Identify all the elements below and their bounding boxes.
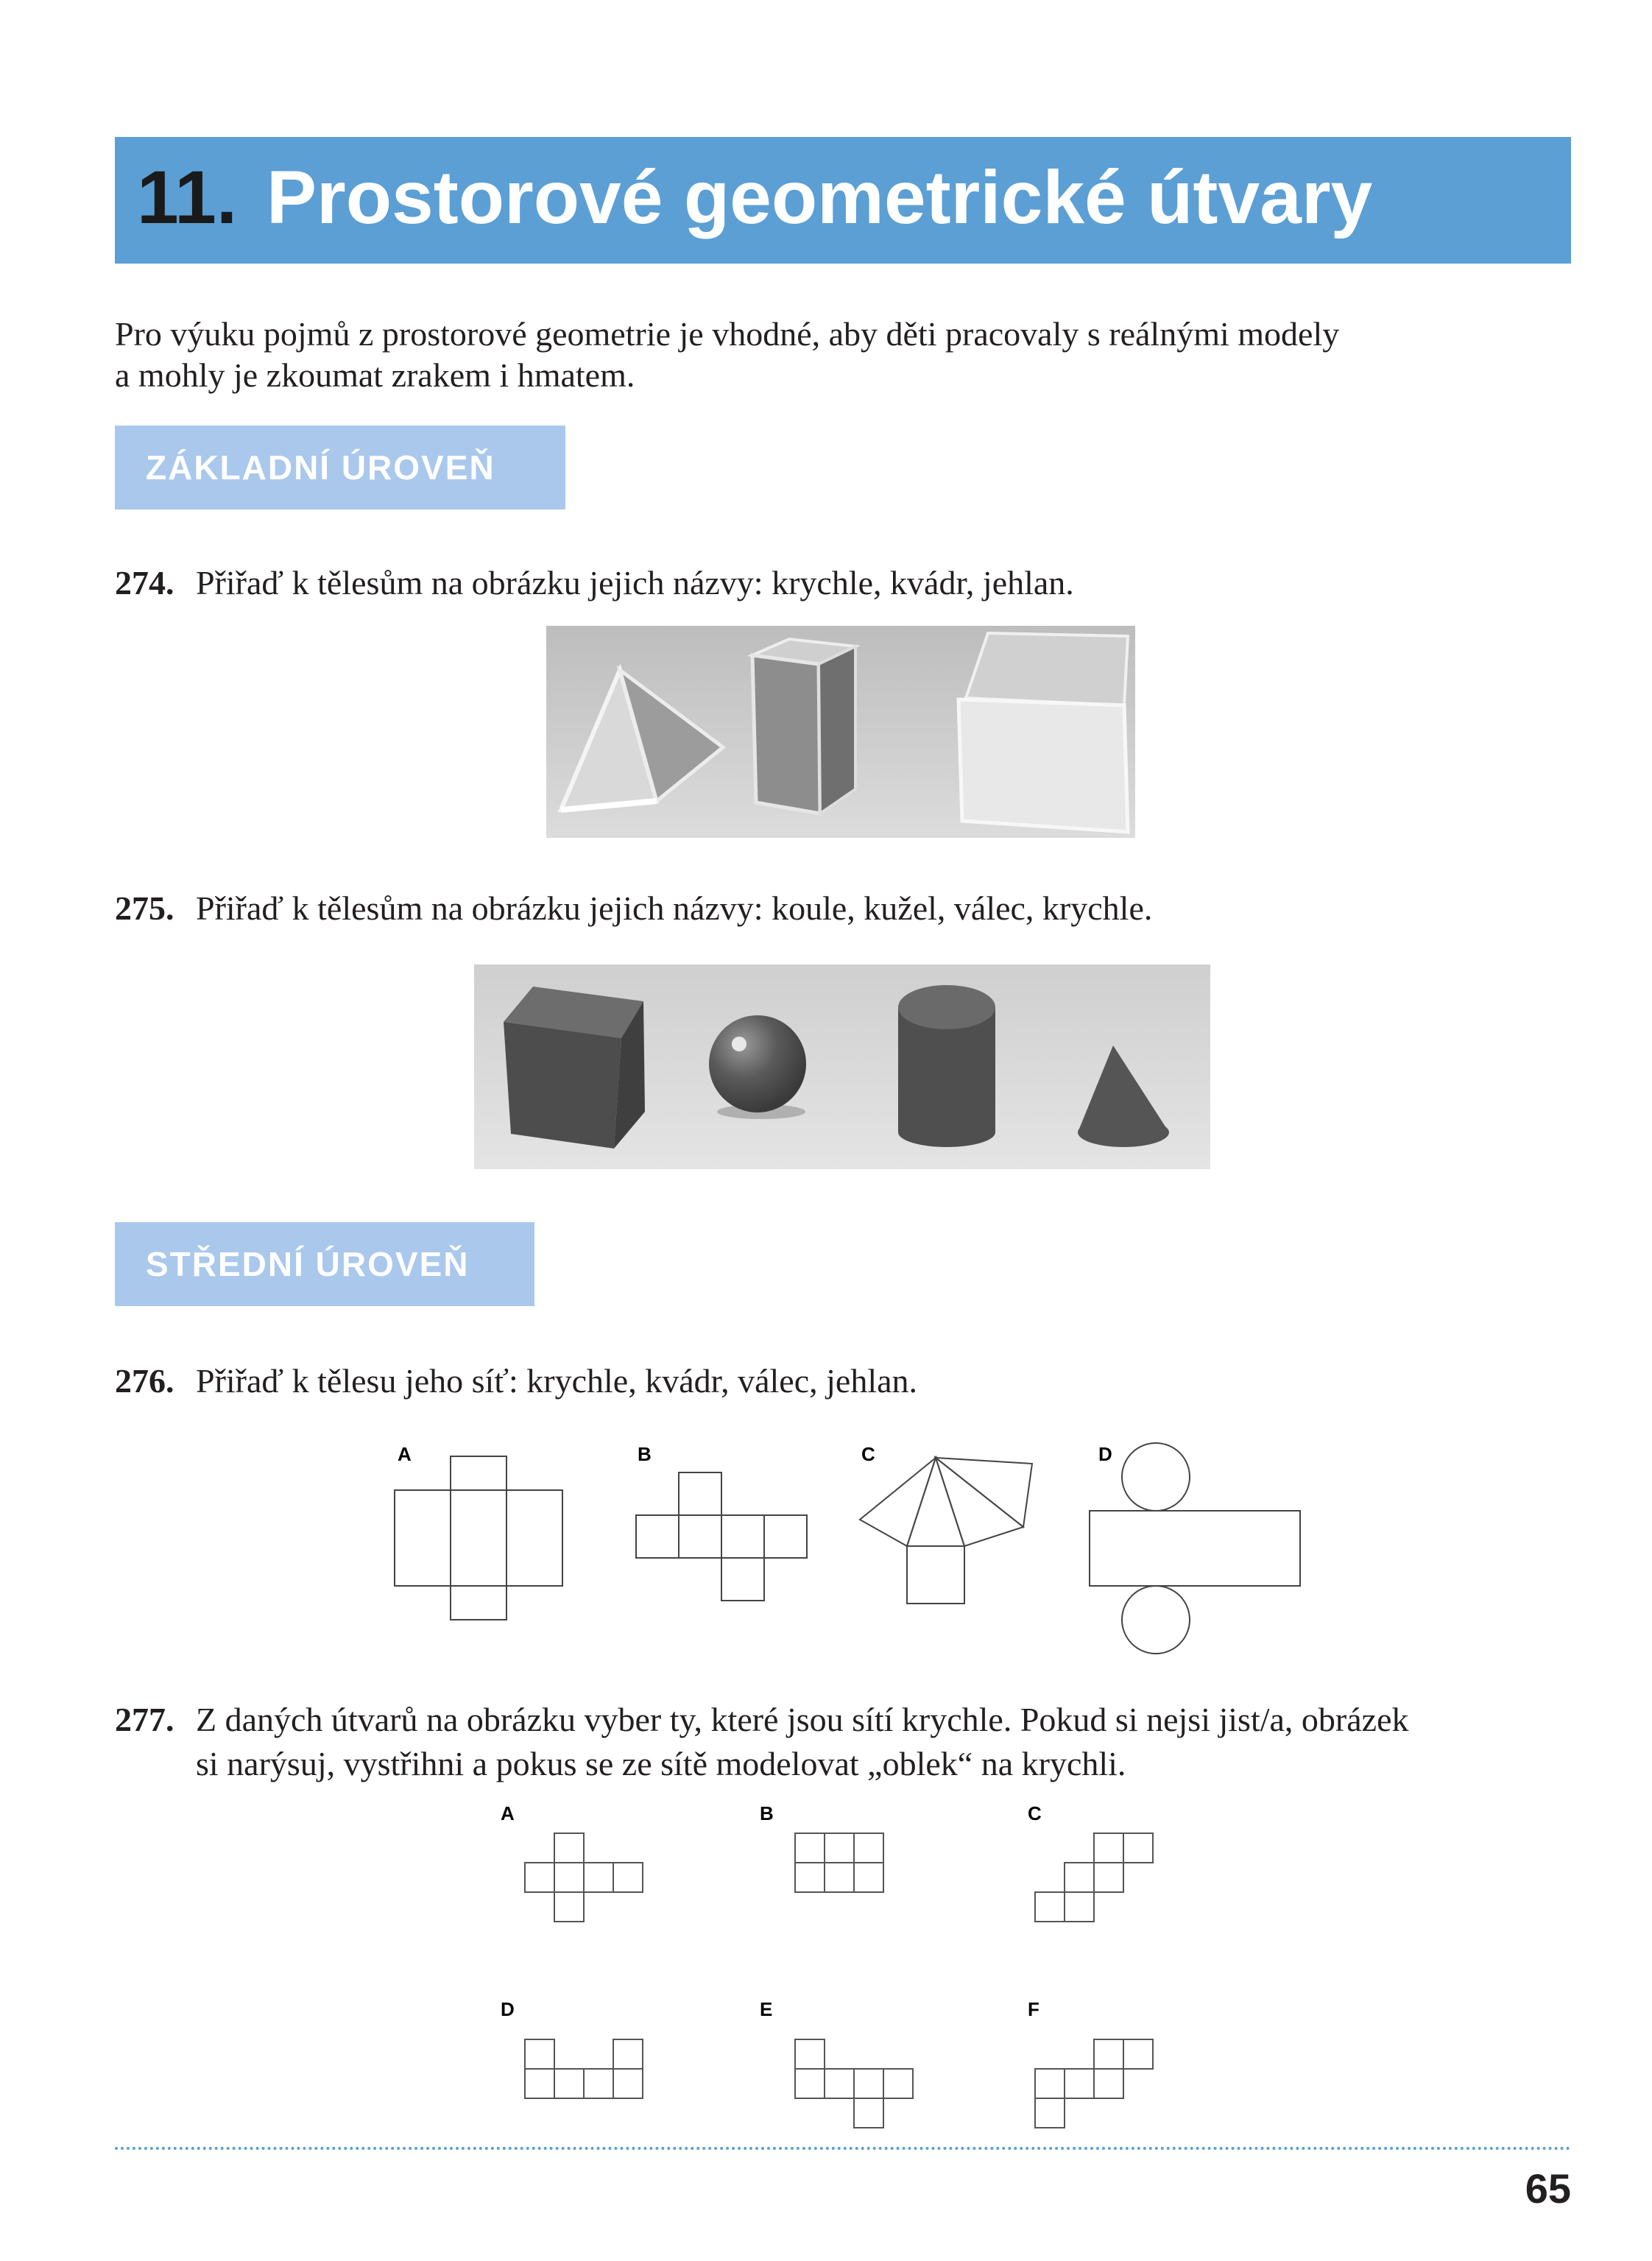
nets-277-figure: [486, 1796, 1207, 2135]
exercise-274: [115, 561, 1580, 605]
cube-model: [504, 987, 645, 1149]
cylinder-model: [898, 985, 995, 1147]
net-b-cube: [636, 1472, 807, 1601]
exercise-number: 277.: [115, 1701, 174, 1738]
level-basic-label: ZÁKLADNÍ ÚROVEŇ: [115, 426, 565, 509]
intro-line-2: a mohly je zkoumat zrakem i hmatem.: [115, 356, 635, 394]
net-277-b: [795, 1833, 883, 1892]
chapter-header: [115, 137, 1571, 264]
net-label-a: A: [398, 1443, 412, 1465]
page-number: 65: [1525, 2165, 1571, 2212]
exercise-number: 275.: [115, 889, 174, 927]
net-277-f: [1035, 2039, 1153, 2128]
exercise-number: 274.: [115, 564, 174, 602]
net-277-label-b: B: [760, 1802, 774, 1824]
net-277-label-d: D: [501, 1998, 515, 2020]
net-277-a: [525, 1833, 643, 1922]
net-d-cylinder: [1090, 1443, 1300, 1654]
chapter-number: 11.: [137, 155, 238, 239]
intro-line-1: Pro výuku pojmů z prostorové geometrie je vhodné, aby děti pracovaly s reálnými modely: [115, 315, 1340, 353]
exercise-277: [115, 1698, 1580, 1786]
net-277-label-f: F: [1028, 1998, 1039, 2020]
cuboid-model: [752, 639, 855, 814]
net-277-label-e: E: [760, 1998, 773, 2020]
cube-model: [959, 633, 1128, 832]
exercise-number: 276.: [115, 1362, 174, 1400]
nets-276-figure: [383, 1436, 1310, 1657]
net-277-d: [525, 2039, 643, 2098]
exercise-text: Z daných útvarů na obrázku vyber ty, které jsou sítí krychle. Pokud si nejsi jist/a, obrázek: [196, 1701, 1409, 1738]
exercise-276: [115, 1359, 1580, 1403]
net-c-pyramid: [860, 1458, 1032, 1604]
net-277-e: [795, 2039, 913, 2128]
net-label-d: D: [1098, 1443, 1112, 1465]
photo-solids-275: [474, 964, 1210, 1169]
exercise-text: Přiřaď k tělesům na obrázku jejich názvy: krychle, kvádr, jehlan.: [196, 564, 1074, 602]
level-middle-label: STŘEDNÍ ÚROVEŇ: [115, 1222, 534, 1306]
exercise-text: Přiřaď k tělesu jeho síť: krychle, kvádr, válec, jehlan.: [196, 1362, 918, 1400]
footer-divider: [115, 2147, 1571, 2150]
photo-solids-274: [546, 626, 1135, 838]
exercise-text-continued: si narýsuj, vystřihni a pokus se ze sítě modelovat „oblek“ na krychli.: [196, 1745, 1126, 1782]
net-277-c: [1035, 1833, 1153, 1922]
net-label-c: C: [861, 1443, 875, 1465]
exercise-275: [115, 886, 1580, 931]
exercise-text: Přiřaď k tělesům na obrázku jejich názvy: koule, kužel, válec, krychle.: [196, 889, 1153, 927]
intro-paragraph: [115, 314, 1558, 396]
net-277-label-a: A: [501, 1802, 515, 1824]
net-277-label-c: C: [1028, 1802, 1042, 1824]
net-label-b: B: [638, 1443, 652, 1465]
chapter-title: Prostorové geometrické útvary: [266, 155, 1373, 239]
net-a-cuboid: [395, 1456, 562, 1620]
